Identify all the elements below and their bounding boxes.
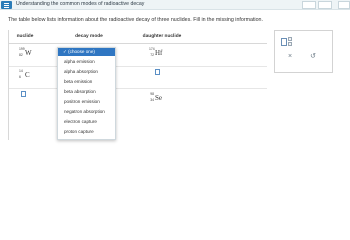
mass-number: 174 bbox=[149, 47, 155, 51]
dropdown-option[interactable]: beta absorption bbox=[64, 89, 96, 94]
page-title: Understanding the common modes of radioactive decay bbox=[16, 1, 145, 7]
daughter-hf bbox=[149, 47, 171, 61]
element-symbol: Se bbox=[155, 94, 162, 102]
mass-number: 199 bbox=[19, 47, 25, 51]
header-button-2[interactable] bbox=[318, 1, 332, 9]
header-decay-mode: decay mode bbox=[75, 34, 103, 39]
header-button-3[interactable] bbox=[338, 1, 350, 9]
daughter-nuclide-input[interactable] bbox=[155, 69, 160, 75]
header-bar bbox=[0, 0, 350, 10]
nuclide-w bbox=[19, 47, 41, 61]
mass-number: 14 bbox=[19, 69, 23, 73]
header-daughter-nuclide: daughter nuclide bbox=[142, 34, 182, 39]
dropdown-option[interactable]: alpha emission bbox=[64, 59, 95, 64]
nuclide-input[interactable] bbox=[21, 91, 26, 97]
dropdown-option[interactable]: proton capture bbox=[64, 129, 94, 134]
atomic-number: 6 bbox=[19, 75, 21, 79]
mass-number: 98 bbox=[150, 92, 154, 96]
header-button-1[interactable] bbox=[302, 1, 316, 9]
dropdown-option[interactable]: electron capture bbox=[64, 119, 97, 124]
element-symbol: Hf bbox=[155, 49, 163, 57]
instructions-text: The table below lists information about the radioactive decay of three nuclides. Fill in the missing information. bbox=[8, 17, 263, 23]
dropdown-selected-option[interactable]: ✓ (choose one) bbox=[58, 48, 115, 56]
dropdown-option[interactable]: alpha absorption bbox=[64, 69, 98, 74]
row-divider bbox=[9, 88, 267, 89]
element-symbol: C bbox=[25, 71, 30, 79]
clear-icon[interactable]: × bbox=[287, 53, 293, 60]
decay-mode-dropdown[interactable] bbox=[57, 47, 116, 140]
undo-icon[interactable]: ↺ bbox=[310, 53, 316, 60]
answer-tools-panel bbox=[274, 30, 333, 73]
header-divider bbox=[9, 43, 267, 44]
decay-table bbox=[8, 30, 266, 140]
element-symbol: W bbox=[25, 49, 32, 57]
menu-icon[interactable] bbox=[1, 1, 12, 9]
daughter-se bbox=[149, 92, 171, 106]
dropdown-option[interactable]: beta emission bbox=[64, 79, 93, 84]
dropdown-option[interactable]: positron emission bbox=[64, 99, 100, 104]
atomic-number: 34 bbox=[150, 98, 154, 102]
header-nuclide: nuclide bbox=[16, 34, 34, 39]
atomic-number: 72 bbox=[150, 53, 154, 57]
row-divider bbox=[9, 66, 267, 67]
atomic-number: 82 bbox=[19, 53, 23, 57]
dropdown-option[interactable]: negatron absorption bbox=[64, 109, 105, 114]
superscript-subscript-icon[interactable] bbox=[281, 37, 299, 47]
nuclide-c bbox=[19, 69, 41, 83]
